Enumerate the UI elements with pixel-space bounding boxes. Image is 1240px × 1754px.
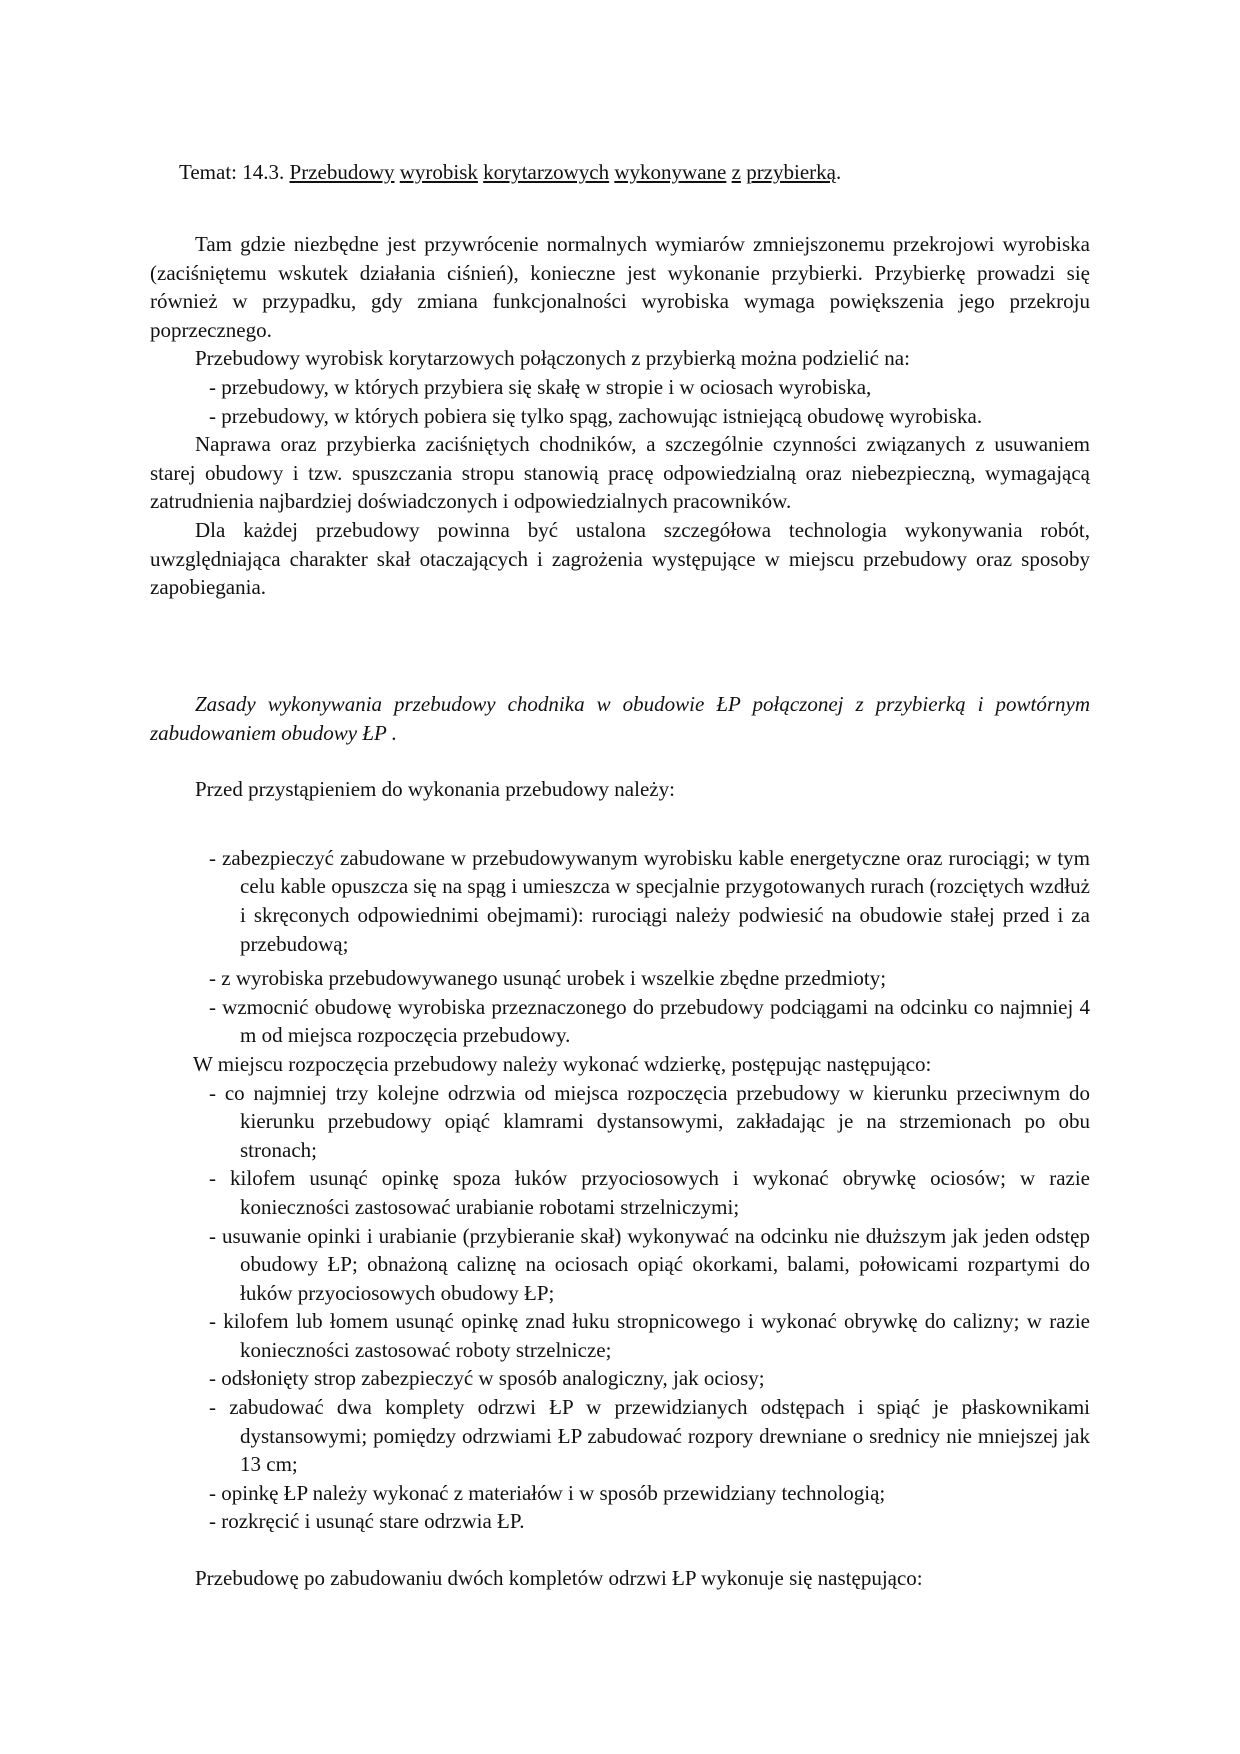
before-list-item: - wzmocnić obudowę wyrobiska przeznaczonego do przebudowy podciągami na odcinku co najmniej 4 m od miejsca rozpoczęcia przebudowy. <box>209 994 1090 1048</box>
start-list-item: - kilofem lub łomem usunąć opinkę znad łuku stropnicowego i wykonać obrywkę do calizny; w razie konieczności zastosować roboty strzelnicze; <box>209 1309 1090 1362</box>
start-list-item: - co najmniej trzy kolejne odrzwia od miejsca rozpoczęcia przebudowy w kierunku przeciwnym do kierunku przebudowy opiąć klamrami dystansowymi, zakładając je na strzemionach po obu stronach; <box>209 1080 1090 1162</box>
start-list-item: - kilofem usunąć opinkę spoza łuków przyociosowych i wykonać obrywkę ociosów; w razie konieczności zastosować urabianie robotami strzelniczymi; <box>209 1166 1090 1219</box>
start-list-item: - opinkę ŁP należy wykonać z materiałów i w sposób przewidziany technologią; <box>209 1480 886 1505</box>
start-list-item: - odsłonięty strop zabezpieczyć w sposób analogiczny, jak ociosy; <box>209 1366 765 1391</box>
title-word: przybierką <box>746 160 836 184</box>
intro-section <box>150 230 1090 602</box>
intro-list-lead: Przebudowy wyrobisk korytarzowych połączonych z przybierką można podzielić na: <box>195 346 910 371</box>
intro-list-item: - przebudowy, w których pobiera się tylko spąg, zachowując istniejącą obudowę wyrobiska. <box>209 403 983 428</box>
title-word: Przebudowy <box>289 160 395 184</box>
start-label: W miejscu rozpoczęcia przebudowy należy wykonać wdzierkę, postępując następująco: <box>193 1051 932 1076</box>
intro-paragraph: Tam gdzie niezbędne jest przywrócenie normalnych wymiarów zmniejszonemu przekrojowi wyrobiska (zaciśniętemu wskutek działania ciśnień), konieczne jest wykonanie przybierki. Przybierkę prowadzi się również w przypadku, gdy zmiana funkcjonalności wyrobiska wymaga powiększenia jego przekroju poprzecznego. <box>150 232 1090 342</box>
title-word: wykonywane <box>614 160 727 184</box>
before-list-item: - zabezpieczyć zabudowane w przebudowywanym wyrobisku kable energetyczne oraz rurociągi; w tym celu kable opuszcza się na spąg i umieszcza w specjalnie przygotowanych rurach (rozciętych wzdłuż i skręconych odpowiednimi obejmami): rurociągi należy podwiesić na obudowie stałej przed i za przebudową; <box>209 845 1090 956</box>
title-suffix: . <box>835 160 842 184</box>
intro-paragraph: Dla każdej przebudowy powinna być ustalona szczegółowa technologia wykonywania robót, uwzględniająca charakter skał otaczających i zagrożenia występujące w miejscu przebudowy oraz sposoby zapobiegania. <box>150 517 1090 600</box>
before-label: Przed przystąpieniem do wykonania przebudowy należy: <box>195 777 675 802</box>
intro-list-item: - przebudowy, w których przybiera się skałę w stropie i w ociosach wyrobiska, <box>209 374 872 399</box>
intro-paragraph: Naprawa oraz przybierka zaciśniętych chodników, a szczególnie czynności związanych z usuwaniem starej obudowy i tzw. spuszczania stropu stanowią pracę odpowiedzialną oraz niebezpieczną, wymagającą zatrudnienia najbardziej doświadczonych i odpowiedzialnych pracowników. <box>150 432 1090 514</box>
start-list-item: - usuwanie opinki i urabianie (przybieranie skał) wykonywać na odcinku nie dłuższym jak jeden odstęp obudowy ŁP; obnażoną caliznę na ociosach opiąć okorkami, balami, połowicami rozpartymi do łuków przyociosowych obudowy ŁP; <box>209 1223 1090 1305</box>
before-list-item: - z wyrobiska przebudowywanego usunąć urobek i wszelkie zbędne przedmioty; <box>209 966 887 991</box>
title-word: wyrobisk <box>399 160 478 184</box>
start-list-item: - zabudować dwa komplety odrzwi ŁP w przewidzianych odstępach i spiąć je płaskownikami dystansowymi; pomiędzy odrzwiami ŁP zabudować rozpory drewniane o srednicy nie mniejszej jak 13 cm; <box>209 1395 1090 1477</box>
title-prefix: Temat: 14.3. <box>179 160 290 184</box>
procedure-section <box>150 690 1090 1593</box>
after-label: Przebudowę po zabudowaniu dwóch kompletów odrzwi ŁP wykonuje się następująco: <box>195 1566 923 1591</box>
section-heading: Zasady wykonywania przebudowy chodnika w obudowie ŁP połączonej z przybierką i powtórnym zabudowaniem obudowy ŁP . <box>150 692 1090 745</box>
document-title <box>179 158 841 187</box>
title-word: korytarzowych <box>483 160 610 184</box>
start-list-item: - rozkręcić i usunąć stare odrzwia ŁP. <box>209 1509 525 1534</box>
title-word: z <box>731 160 741 184</box>
